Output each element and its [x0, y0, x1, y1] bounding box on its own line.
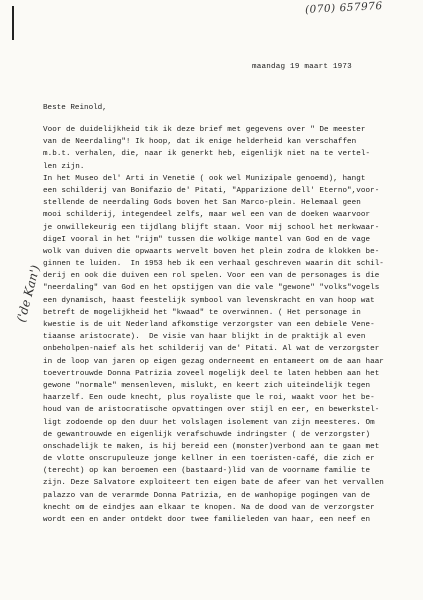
text-line: tiaanse aristocrate). De visie van haar blijkt in de praktijk al even — [43, 333, 366, 342]
letter-body — [43, 124, 415, 526]
text-line: houd van de aristocratische opvattingen over stijl en eer, en bewerkstel- — [43, 406, 380, 415]
text-line: een dynamisch, haast feestelijk symbool van levenskracht en van hoop wat — [43, 296, 375, 305]
text-line: een schilderij van Bonifazio de' Pitati, "Apparizione dell' Eterno",voor- — [43, 186, 380, 195]
text-line: van de Neerdaling"! Ik hoop, dat ik enige helderheid kan verschaffen — [43, 138, 357, 147]
text-line: stellende de neerdaling Gods boven het San Marco-plein. Helemaal geen — [43, 199, 361, 208]
text-line: digeI vooral in het "rijm" tussen die wolkige mantel van God en de vage — [43, 235, 371, 244]
text-line: Voor de duidelijkheid tik ik deze brief met gegevens over " De meester — [43, 126, 366, 134]
letter-date: maandag 19 maart 1973 — [252, 63, 352, 71]
text-line: wolk van duiven die opwaarts wervelt boven het plein zodra de klokken be- — [43, 247, 380, 256]
text-line: onschadelijk te maken, is hij bereid een (monster)verbond aan te gaan met — [43, 442, 380, 451]
text-line: len zijn. — [43, 162, 85, 171]
text-line: wordt een en ander ontdekt door twee familieleden van haar, een neef en — [43, 516, 371, 524]
text-line: m.b.t. verhalen, die, naar ik generkt heb, eigenlijk niet na te vertel- — [43, 150, 371, 159]
text-line: "neerdaling" van God en het opstijgen van die vale "gewone" "volks"vogels — [43, 284, 380, 293]
text-line: de gewantrouwde en eigenlijk verafschuwde indringster ( de verzorgster) — [43, 430, 371, 439]
text-line: kwestie is de uit Nederland afkomstige verzorgster van een debiele Vene- — [43, 321, 375, 329]
salutation: Beste Reinold, — [43, 104, 107, 112]
text-line: (terecht) op kan beroemen een (bastaard-)lid van de voorname familie te — [43, 467, 371, 476]
text-line: derij en ook die duiven een rol spelen. Voor een van de personages is die — [43, 272, 380, 281]
handwritten-phone-number: (070) 657976 — [304, 0, 383, 17]
text-line: toevertrouwde Donna Patrizia zoveel mogelijk deel te laten hebben aan het — [43, 369, 380, 378]
text-line: de vlotte onscrupuleuze jonge kellner in een toeristen-café, die zich er — [43, 455, 375, 464]
text-line: gewone "normale" mensenleven, mislukt, en keert zich uiteindelijk tegen — [43, 381, 371, 390]
paragraph-2 — [43, 173, 415, 526]
handwritten-margin-note: ('de Kan') — [14, 263, 43, 324]
text-line: je onwillekeurig een tijdlang blijft staan. Voor mij school het merkwaar- — [43, 223, 380, 232]
text-line: betreft de mogelijkheid het "kwaad" te overwinnen. ( Het personage in — [43, 308, 361, 317]
text-line: knecht om de eindjes aan elkaar te knopen. Na de dood van de verzorgster — [43, 503, 375, 512]
text-line: onbeholpen-naief als het schilderij van de' Pitati. Al wat de verzorgster — [43, 345, 380, 354]
paragraph-1 — [43, 124, 415, 173]
text-line: in de loop van jaren op eigen gezag onderneemt en entameert om de aan haar — [43, 357, 384, 366]
text-line: In het Museo del' Arti in Venetië ( ook wel Munizipale genoemd), hangt — [43, 174, 366, 183]
text-line: zijn. Deze Salvatore exploiteert ten eigen bate de afeer van het vervallen — [43, 479, 384, 488]
margin-rule — [12, 6, 14, 40]
text-line: ginnen te luiden. In 1953 heb ik een verhaal geschreven waarin dit schil- — [43, 260, 384, 269]
text-line: ligt zodoende op den duur het volslagen isolement van zijn meesteres. Om — [43, 418, 375, 427]
text-line: palazzo van de verarmde Donna Patrizia, en de wanhopige pogingen van de — [43, 491, 371, 500]
text-line: mooi schilderij, integendeel zelfs, maar wel een van de doeken waarvoor — [43, 211, 371, 220]
text-line: haarzelf. Een oude knecht, plus royaliste que le roi, waakt voor het be- — [43, 394, 375, 403]
